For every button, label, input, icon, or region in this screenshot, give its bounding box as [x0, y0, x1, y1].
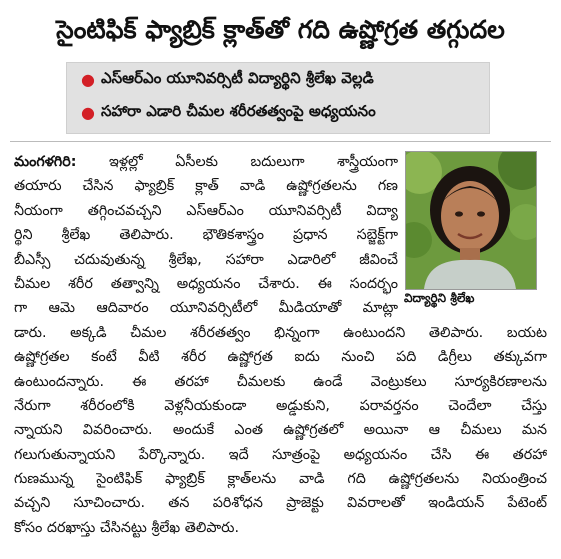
- body-line: [14, 150, 398, 174]
- body-line: కోసం దరఖాస్తు చేసినట్టు శ్రీలేఖ తెలిపారు.: [14, 519, 240, 536]
- body-line: నేరుగా శరీరంలోకి వెళ్లనీయకుండా అడ్డుకుని, పరావర్తనం చెందేలా చేస్తు: [14, 397, 547, 414]
- headline: సైంటిఫిక్ ఫ్యాబ్రిక్ క్లాత్‌తో గది ఉష్ణోగ్రత తగ్గుదల: [56, 15, 505, 44]
- body-line: ఉష్ణోగ్రతల కంటే వీటి శరీర ఉష్ణోగ్రత ఐదు నుంచి పది డిగ్రీలు తక్కువగా: [14, 349, 547, 366]
- divider: [10, 141, 551, 142]
- body-line: న్నాయని వివరించారు. అందుకే ఎంత ఉష్ణోగ్రతలో అయినా ఆ చీమలు మన: [14, 422, 547, 439]
- subheading-text: సహారా ఎడారి చీమల శరీరతత్వంపై అధ్యయనం: [100, 101, 376, 120]
- bullet-icon: ●: [81, 102, 95, 122]
- subheading-text: ఎస్‌ఆర్‌ఎం యూనివర్సిటీ విద్యార్థిని శ్రీలేఖ వెల్లడి: [100, 68, 374, 87]
- photo-caption: విద్యార్థిని శ్రీలేఖ: [404, 291, 475, 305]
- subheading-box: [66, 62, 490, 134]
- body-line: బీఎస్సీ చదువుతున్న శ్రీలేఖ, సహారా ఎడారిలో జీవించే: [14, 251, 398, 268]
- article-body: [14, 150, 547, 540]
- subheading-item: [67, 96, 489, 129]
- body-line-text: ఇళ్లల్లో ఏసీలకు బదులుగా శాస్త్రీయంగా: [108, 154, 398, 170]
- body-line: ఉంటుందన్నారు. ఈ తరహా చీమలకు ఉండే వెంట్రుకలు సూర్యకిరణాలను: [14, 373, 547, 390]
- body-line: వచ్చని సూచించారు. తన పరిశోధన ప్రాజెక్టు వివరాలతో ఇండియన్ పేటెంట్: [14, 495, 547, 512]
- body-line: ర్థిని శ్రీలేఖ తెలిపారు. భౌతికశాస్త్రం ప్రధాన సబ్జెక్ట్‌గా: [14, 227, 398, 244]
- dateline: మంగళగిరి:: [14, 154, 77, 170]
- body-line: చీమల శరీర తత్వాన్ని అధ్యయనం చేశారు. ఈ సందర్భం: [14, 275, 398, 292]
- body-line: గా ఆమె ఆదివారం యూనివర్సిటీలో మీడియాతో మాట్లా: [14, 300, 398, 317]
- subheading-item: [67, 63, 489, 96]
- body-line: డారు. అక్కడి చీమల శరీరతత్వం భిన్నంగా ఉంటుందని తెలిపారు. బయట: [14, 324, 547, 341]
- bullet-icon: ●: [81, 69, 95, 89]
- body-line: నీయంగా తగ్గించవచ్చని ఎస్‌ఆర్‌ఎం యూనివర్సిటీ విద్యా: [14, 202, 398, 219]
- body-line: గలుగుతున్నాయని పేర్కొన్నారు. ఇదే సూత్రంపై అధ్యయనం చేసి ఈ తరహా: [14, 446, 547, 463]
- body-line: తయారు చేసిన ఫ్యాబ్రిక్ క్లాత్ వాడి ఉష్ణోగ్రతలను గణ: [14, 178, 398, 195]
- body-line: గుణమున్న సైంటిఫిక్ ఫ్యాబ్రిక్ క్లాత్‌లను వాడి గది ఉష్ణోగ్రతలను నియంత్రించ: [14, 471, 547, 488]
